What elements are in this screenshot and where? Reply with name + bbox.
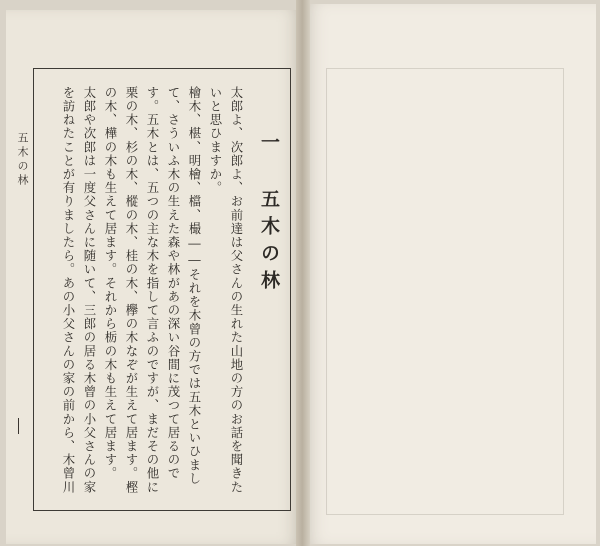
folio-mark	[18, 418, 27, 434]
right-page-show-through-frame	[326, 68, 564, 515]
book-gutter	[296, 0, 310, 546]
paragraph-1: 太郎よ、次郎よ、お前達は父さんの生れた山地の方のお話を聞きたいと思ひますか。	[208, 86, 244, 494]
running-head: 五木の林	[16, 132, 29, 188]
paragraph-3: 太郎や次郎は一度父さんに随いて、三郎の居る木曾の小父さんの家を訪ねたことが有りましたら。あの小父さんの家の前から、木曾川	[61, 86, 97, 494]
chapter-title: 一 五木の林	[258, 132, 280, 297]
paragraph-2: 檜木、椹、明檜、檔、樶――それを木曾の方では五木といひまして、さういふ木の生えた森や林があの深い谷間に茂つて居るのです。五木とは、五つの主な木を指して言ふのですが、まだその他に栗の木、杉の木、樅の木、桂の木、欅の木なぞが生えて居ます。樫の木、樺の木も生えて居ます。それから栃の木も生えて居ます。	[103, 86, 202, 494]
body-text	[42, 86, 247, 502]
